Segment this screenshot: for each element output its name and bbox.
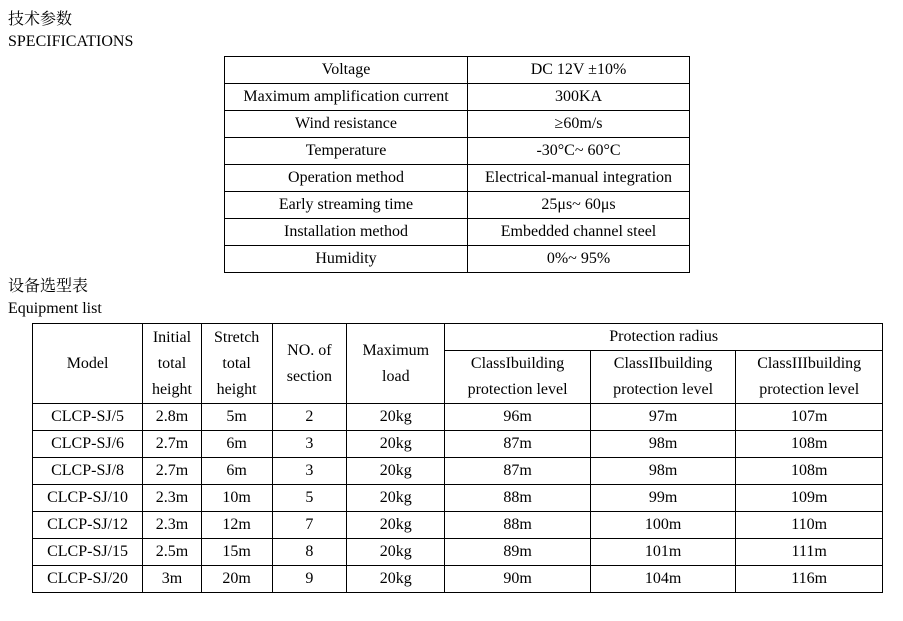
cell-c1: 96m (445, 404, 591, 431)
cell-initial: 2.8m (143, 404, 202, 431)
cell-c3: 110m (736, 512, 883, 539)
equipment-table (32, 323, 883, 593)
cell-c2: 100m (590, 512, 736, 539)
cell-load: 20kg (347, 431, 445, 458)
spec-label: Voltage (225, 57, 468, 84)
header-model: Model (33, 324, 143, 404)
cell-stretch: 6m (201, 458, 272, 485)
spec-label: Humidity (225, 246, 468, 273)
cell-initial: 2.7m (143, 431, 202, 458)
spec-value: -30°C~ 60°C (468, 138, 690, 165)
cell-stretch: 15m (201, 539, 272, 566)
cell-section: 3 (272, 431, 347, 458)
spec-row (225, 165, 690, 192)
spec-value: Electrical-manual integration (468, 165, 690, 192)
cell-model: CLCP-SJ/15 (33, 539, 143, 566)
cell-section: 9 (272, 566, 347, 593)
table-row (33, 404, 883, 431)
cell-model: CLCP-SJ/5 (33, 404, 143, 431)
cell-c1: 88m (445, 512, 591, 539)
cell-c1: 88m (445, 485, 591, 512)
spec-label: Maximum amplification current (225, 84, 468, 111)
cell-model: CLCP-SJ/6 (33, 431, 143, 458)
cell-c2: 101m (590, 539, 736, 566)
cell-c1: 89m (445, 539, 591, 566)
cell-initial: 2.5m (143, 539, 202, 566)
cell-initial: 2.3m (143, 485, 202, 512)
cell-c3: 111m (736, 539, 883, 566)
cell-load: 20kg (347, 566, 445, 593)
cell-section: 8 (272, 539, 347, 566)
table-row (33, 512, 883, 539)
cell-load: 20kg (347, 512, 445, 539)
spec-row (225, 84, 690, 111)
cell-model: CLCP-SJ/12 (33, 512, 143, 539)
table-row (33, 431, 883, 458)
cell-section: 2 (272, 404, 347, 431)
cell-c2: 99m (590, 485, 736, 512)
spec-row (225, 219, 690, 246)
cell-stretch: 12m (201, 512, 272, 539)
header-row (33, 324, 883, 351)
table-row (33, 485, 883, 512)
header-initial-height: Initial total height (143, 324, 202, 404)
cell-section: 3 (272, 458, 347, 485)
spec-label: Temperature (225, 138, 468, 165)
cell-model: CLCP-SJ/10 (33, 485, 143, 512)
cell-c3: 108m (736, 431, 883, 458)
header-stretch-height: Stretch total height (201, 324, 272, 404)
spec-value: DC 12V ±10% (468, 57, 690, 84)
cell-load: 20kg (347, 458, 445, 485)
header-max-load: Maximum load (347, 324, 445, 404)
cell-c2: 97m (590, 404, 736, 431)
cell-section: 7 (272, 512, 347, 539)
spec-value: Embedded channel steel (468, 219, 690, 246)
table-row (33, 566, 883, 593)
cell-load: 20kg (347, 539, 445, 566)
cell-model: CLCP-SJ/8 (33, 458, 143, 485)
table-row (33, 539, 883, 566)
header-class3: ClassIIIbuilding protection level (736, 351, 883, 404)
cell-stretch: 20m (201, 566, 272, 593)
cell-initial: 3m (143, 566, 202, 593)
spec-heading-cn: 技术参数 (8, 11, 73, 28)
spec-row (225, 111, 690, 138)
cell-c1: 87m (445, 458, 591, 485)
cell-c1: 90m (445, 566, 591, 593)
cell-c1: 87m (445, 431, 591, 458)
cell-c2: 98m (590, 458, 736, 485)
header-class1: ClassIbuilding protection level (445, 351, 591, 404)
table-row (33, 458, 883, 485)
equip-heading-en: Equipment list (8, 300, 102, 317)
specifications-table (224, 56, 690, 273)
cell-model: CLCP-SJ/20 (33, 566, 143, 593)
cell-stretch: 6m (201, 431, 272, 458)
spec-row (225, 246, 690, 273)
spec-label: Installation method (225, 219, 468, 246)
cell-c2: 98m (590, 431, 736, 458)
spec-value: ≥60m/s (468, 111, 690, 138)
cell-c3: 107m (736, 404, 883, 431)
spec-heading-en: SPECIFICATIONS (8, 33, 134, 50)
header-section-count: NO. of section (272, 324, 347, 404)
spec-value: 0%~ 95% (468, 246, 690, 273)
spec-label: Operation method (225, 165, 468, 192)
spec-value: 25μs~ 60μs (468, 192, 690, 219)
cell-stretch: 10m (201, 485, 272, 512)
cell-c2: 104m (590, 566, 736, 593)
spec-value: 300KA (468, 84, 690, 111)
spec-row (225, 192, 690, 219)
cell-stretch: 5m (201, 404, 272, 431)
cell-initial: 2.7m (143, 458, 202, 485)
spec-label: Early streaming time (225, 192, 468, 219)
cell-load: 20kg (347, 404, 445, 431)
spec-label: Wind resistance (225, 111, 468, 138)
header-class2: ClassIIbuilding protection level (590, 351, 736, 404)
cell-initial: 2.3m (143, 512, 202, 539)
spec-row (225, 138, 690, 165)
cell-c3: 108m (736, 458, 883, 485)
cell-load: 20kg (347, 485, 445, 512)
equip-heading-cn: 设备选型表 (8, 278, 89, 295)
cell-section: 5 (272, 485, 347, 512)
cell-c3: 116m (736, 566, 883, 593)
spec-row (225, 57, 690, 84)
cell-c3: 109m (736, 485, 883, 512)
header-protection-radius: Protection radius (445, 324, 883, 351)
